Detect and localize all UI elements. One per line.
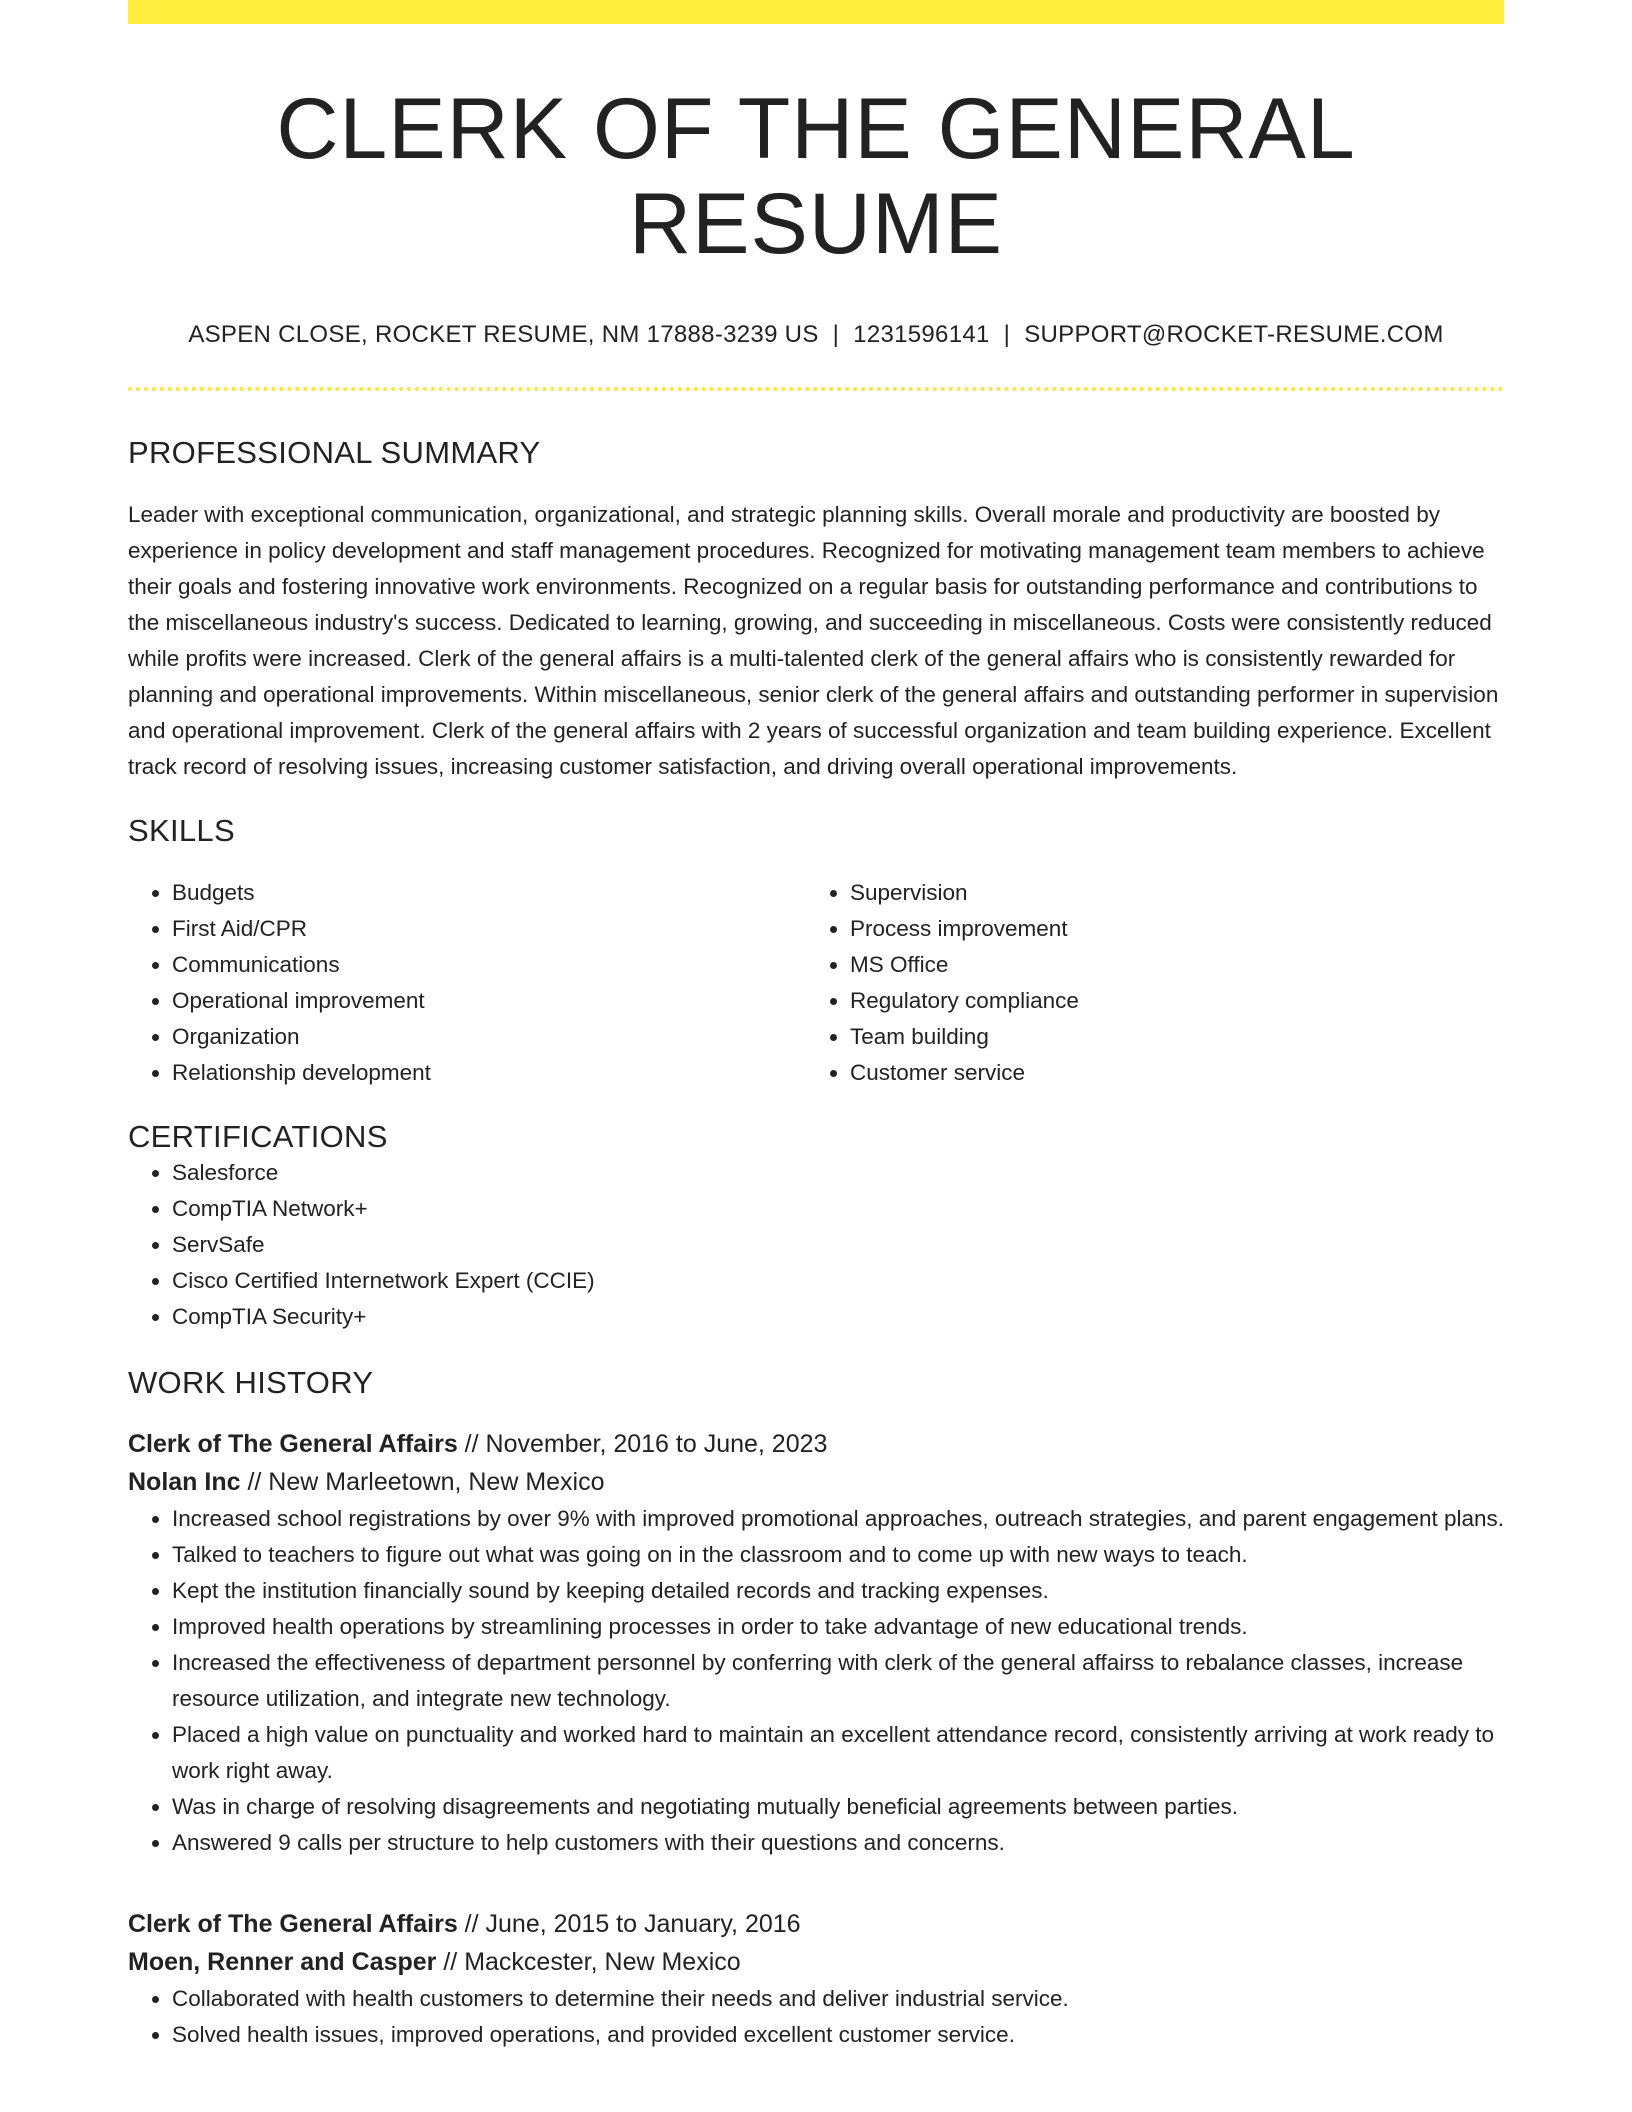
- job-title-line: [128, 1905, 1504, 1943]
- resume-page: [128, 0, 1504, 2053]
- certification-item: • Salesforce: [172, 1155, 1504, 1191]
- contact-address: ASPEN CLOSE, ROCKET RESUME, NM 17888-3239 US: [188, 321, 819, 349]
- certifications-heading: CERTIFICATIONS: [128, 1119, 388, 1155]
- dotted-divider: [128, 387, 1504, 391]
- contact-line: [128, 321, 1504, 349]
- skill-item: • Regulatory compliance: [850, 983, 1484, 1019]
- accent-top-bar: [128, 0, 1504, 24]
- skill-item: • Customer service: [850, 1055, 1484, 1091]
- skill-item: • Supervision: [850, 875, 1484, 911]
- certification-item: • ServSafe: [172, 1227, 1504, 1263]
- job-location: // Mackcester, New Mexico: [436, 1948, 741, 1977]
- job-duty-item: • Talked to teachers to figure out what was going on in the classroom and to come up with new ways to teach.: [172, 1537, 1504, 1573]
- contact-separator: |: [1003, 321, 1011, 349]
- certifications-list: [128, 1155, 1504, 1335]
- resume-title: CLERK OF THE GENERAL RESUME: [276, 81, 1356, 272]
- skill-item: • Team building: [850, 1019, 1484, 1055]
- job-duty-item: • Improved health operations by streamlining processes in order to take advantage of new educational trends.: [172, 1609, 1504, 1645]
- skill-item: • MS Office: [850, 947, 1484, 983]
- job-duty-item: • Increased the effectiveness of department personnel by conferring with clerk of the general affairss to rebalance classes, increase resource utilization, and integrate new technology.: [172, 1645, 1504, 1717]
- skill-item: • First Aid/CPR: [172, 911, 806, 947]
- skill-item: • Process improvement: [850, 911, 1484, 947]
- job-company-line: [128, 1943, 1504, 1981]
- skill-item: • Operational improvement: [172, 983, 806, 1019]
- job-dates: // November, 2016 to June, 2023: [457, 1430, 828, 1459]
- skills-heading: SKILLS: [128, 813, 235, 849]
- job-duty-item: • Solved health issues, improved operations, and provided excellent customer service.: [172, 2017, 1504, 2053]
- job-company-line: [128, 1463, 1504, 1501]
- job-duty-item: • Increased school registrations by over 9% with improved promotional approaches, outreach strategies, and parent engagement plans.: [172, 1501, 1504, 1537]
- skill-item: • Budgets: [172, 875, 806, 911]
- job-duties-list: [128, 1501, 1504, 1861]
- work-history-heading: WORK HISTORY: [128, 1365, 374, 1401]
- skills-column-left: [128, 875, 806, 1091]
- contact-separator: |: [832, 321, 840, 349]
- summary-heading: PROFESSIONAL SUMMARY: [128, 435, 541, 471]
- skills-grid: [128, 875, 1504, 1091]
- job-company: Moen, Renner and Casper: [128, 1948, 437, 1977]
- certification-item: • Cisco Certified Internetwork Expert (CCIE): [172, 1263, 1504, 1299]
- job-entry: [128, 1905, 1504, 2053]
- job-company: Nolan Inc: [128, 1468, 241, 1497]
- job-role: Clerk of The General Affairs: [128, 1910, 458, 1939]
- job-duty-item: • Was in charge of resolving disagreements and negotiating mutually beneficial agreements between parties.: [172, 1789, 1504, 1825]
- job-title-line: [128, 1425, 1504, 1463]
- job-duty-item: • Kept the institution financially sound by keeping detailed records and tracking expenses.: [172, 1573, 1504, 1609]
- contact-email: SUPPORT@ROCKET-RESUME.COM: [1024, 321, 1444, 349]
- job-entry: [128, 1425, 1504, 1861]
- skills-column-right: [806, 875, 1484, 1091]
- skill-item: • Organization: [172, 1019, 806, 1055]
- job-location: // New Marleetown, New Mexico: [240, 1468, 605, 1497]
- job-duty-item: • Answered 9 calls per structure to help customers with their questions and concerns.: [172, 1825, 1504, 1861]
- certification-item: • CompTIA Security+: [172, 1299, 1504, 1335]
- skill-item: • Relationship development: [172, 1055, 806, 1091]
- certification-item: • CompTIA Network+: [172, 1191, 1504, 1227]
- job-duties-list: [128, 1981, 1504, 2053]
- job-duty-item: • Placed a high value on punctuality and worked hard to maintain an excellent attendance record, consistently arriving at work ready to work right away.: [172, 1717, 1504, 1789]
- job-role: Clerk of The General Affairs: [128, 1430, 458, 1459]
- skill-item: • Communications: [172, 947, 806, 983]
- contact-phone: 1231596141: [853, 321, 990, 349]
- job-dates: // June, 2015 to January, 2016: [457, 1910, 801, 1939]
- job-duty-item: • Collaborated with health customers to determine their needs and deliver industrial service.: [172, 1981, 1504, 2017]
- summary-text: Leader with exceptional communication, organizational, and strategic planning skills. Overall morale and productivity are boosted by experience in policy development and staff management procedures. Recognized for motivating management team members to achieve their goals and fostering innovative work environments. Recognized on a regular basis for outstanding performance and contributions to the miscellaneous industry's success. Dedicated to learning, growing, and succeeding in miscellaneous. Costs were consistently reduced while profits were increased. Clerk of the general affairs is a multi-talented clerk of the general affairs who is consistently rewarded for planning and operational improvements. Within miscellaneous, senior clerk of the general affairs and outstanding performer in supervision and operational improvement. Clerk of the general affairs with 2 years of successful organization and team building experience. Excellent track record of resolving issues, increasing customer satisfaction, and driving overall operational improvements.: [128, 502, 1499, 780]
